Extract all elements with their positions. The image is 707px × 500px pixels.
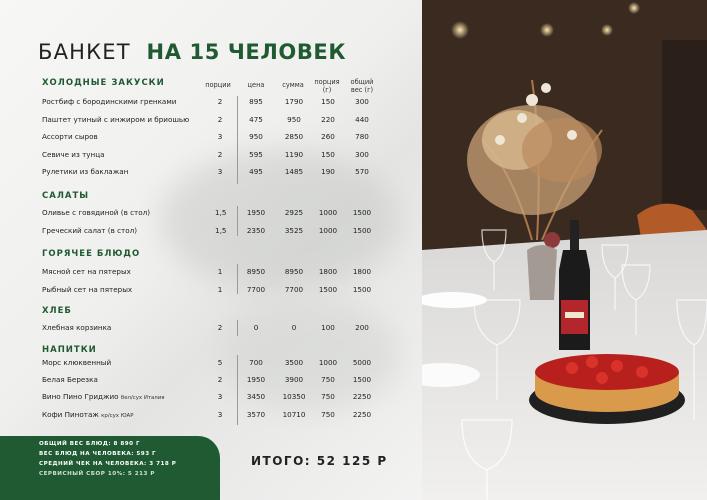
dish-qty: 3 bbox=[217, 392, 223, 402]
col-header-price: цена bbox=[247, 81, 265, 89]
dish-weight: 5000 bbox=[352, 358, 372, 367]
dish-name bbox=[42, 410, 133, 419]
dish-portion: 750 bbox=[321, 392, 335, 402]
dish-name-text: Рулетики из баклажан bbox=[42, 167, 129, 177]
dish-portion: 260 bbox=[321, 132, 335, 142]
dish-price: 895 bbox=[249, 97, 263, 106]
dish-name bbox=[42, 132, 98, 141]
dish-weight: 2250 bbox=[352, 409, 372, 419]
dish-price: 595 bbox=[249, 149, 263, 159]
dish-qty: 1 bbox=[217, 285, 223, 294]
dish-portion: 100 bbox=[321, 323, 335, 332]
dish-weight: 1500 bbox=[352, 225, 372, 235]
dish-price: 3570 bbox=[246, 409, 266, 419]
dish-sum: 1190 bbox=[284, 149, 304, 159]
dish-price: 950 bbox=[249, 132, 263, 142]
col-header-sum: сумма bbox=[282, 81, 304, 89]
dish-portion: 1500 bbox=[318, 285, 338, 294]
section-title-salads: САЛАТЫ bbox=[42, 191, 90, 201]
menu-row bbox=[42, 267, 382, 279]
dish-portion: 750 bbox=[321, 375, 335, 385]
dish-name bbox=[42, 392, 165, 401]
dish-name-text: Морс клюквенный bbox=[42, 358, 112, 367]
menu-row bbox=[42, 358, 382, 370]
banquet-photo-illustration bbox=[422, 0, 707, 500]
dish-name bbox=[42, 97, 176, 106]
dish-price: 7700 bbox=[246, 285, 266, 294]
dish-note: кр/сух ЮАР bbox=[101, 412, 134, 419]
dish-name-text: Паштет утиный с инжиром и бриошью bbox=[42, 114, 190, 124]
dish-weight: 2250 bbox=[352, 392, 372, 402]
dish-sum: 1485 bbox=[284, 167, 304, 177]
dish-sum: 10350 bbox=[282, 392, 306, 402]
menu-row bbox=[42, 115, 382, 127]
weight-per-person-line: ВЕС БЛЮД НА ЧЕЛОВЕКА: 593 Г bbox=[39, 451, 157, 457]
dish-note: бел/сух Италия bbox=[120, 395, 165, 402]
col-header-portion-g-line1: порция bbox=[314, 78, 340, 86]
title-accent: НА 15 ЧЕЛОВЕК bbox=[146, 40, 347, 64]
dish-weight: 570 bbox=[355, 167, 369, 177]
dish-sum: 0 bbox=[291, 323, 297, 332]
col-header-portions: порции bbox=[205, 81, 231, 89]
dish-weight: 780 bbox=[355, 132, 369, 142]
dish-name bbox=[42, 208, 150, 217]
dish-name-text: Ростбиф с бородинскими гренками bbox=[42, 97, 177, 106]
grand-total: ИТОГО: 52 125 Р bbox=[251, 454, 388, 468]
dish-sum: 3525 bbox=[284, 225, 304, 235]
total-weight-line: ОБЩИЙ ВЕС БЛЮД: 8 890 Г bbox=[39, 441, 141, 447]
dish-name-text: Оливье с говядиной (в стол) bbox=[42, 208, 151, 217]
menu-row bbox=[42, 167, 382, 179]
section-title-bread: ХЛЕБ bbox=[42, 306, 72, 316]
dish-portion: 1000 bbox=[318, 225, 338, 235]
dish-name bbox=[42, 115, 189, 124]
menu-row bbox=[42, 208, 382, 220]
dish-name-text: Хлебная корзинка bbox=[42, 323, 112, 332]
menu-row bbox=[42, 150, 382, 162]
dish-qty: 2 bbox=[217, 149, 223, 159]
dish-name bbox=[42, 226, 137, 235]
dish-price: 700 bbox=[249, 358, 263, 367]
dish-sum: 2925 bbox=[284, 208, 304, 217]
totals-box bbox=[0, 436, 220, 500]
dish-qty: 3 bbox=[217, 409, 223, 419]
dish-weight: 1500 bbox=[352, 375, 372, 385]
menu-row bbox=[42, 375, 382, 387]
dish-sum: 10710 bbox=[282, 409, 306, 419]
dish-name-text: Греческий салат (в стол) bbox=[42, 225, 138, 235]
dish-price: 0 bbox=[253, 323, 259, 332]
dish-portion: 150 bbox=[321, 149, 335, 159]
section-title-hot: ГОРЯЧЕЕ БЛЮДО bbox=[42, 249, 141, 259]
service-fee-line: СЕРВИСНЫЙ СБОР 10%: 5 213 Р bbox=[39, 471, 155, 477]
avg-check-line: СРЕДНИЙ ЧЕК НА ЧЕЛОВЕКА: 3 718 Р bbox=[39, 461, 177, 467]
dish-portion: 1800 bbox=[318, 267, 338, 276]
menu-row bbox=[42, 410, 382, 422]
dish-name-text: Белая Березка bbox=[42, 375, 98, 385]
dish-price: 3450 bbox=[246, 392, 266, 402]
dish-qty: 1,5 bbox=[215, 225, 227, 235]
dish-name-text: Кофи Пинотаж bbox=[42, 409, 99, 419]
ceiling-lamp bbox=[540, 23, 554, 37]
page-title bbox=[38, 40, 346, 64]
menu-row bbox=[42, 323, 382, 335]
dish-price: 1950 bbox=[246, 375, 266, 385]
dish-sum: 3900 bbox=[284, 375, 304, 385]
title-plain: БАНКЕТ bbox=[38, 40, 131, 64]
col-header-total-weight bbox=[344, 78, 380, 94]
dish-name bbox=[42, 375, 98, 384]
dish-weight: 1800 bbox=[352, 267, 372, 276]
dish-qty: 2 bbox=[217, 114, 223, 124]
dish-name bbox=[42, 167, 128, 176]
dish-sum: 8950 bbox=[284, 267, 304, 276]
dish-portion: 750 bbox=[321, 409, 335, 419]
dish-weight: 300 bbox=[355, 149, 369, 159]
dish-name-text: Рыбный сет на пятерых bbox=[42, 285, 133, 294]
dish-qty: 3 bbox=[217, 132, 223, 142]
dish-name bbox=[42, 358, 111, 367]
dish-price: 2350 bbox=[246, 225, 266, 235]
dish-name-text: Вино Пино Гриджио bbox=[42, 392, 119, 402]
menu-row bbox=[42, 392, 382, 404]
dish-price: 8950 bbox=[246, 267, 266, 276]
dish-name bbox=[42, 150, 105, 159]
menu-row bbox=[42, 226, 382, 238]
dish-weight: 440 bbox=[355, 114, 369, 124]
dish-qty: 1 bbox=[217, 267, 223, 276]
section-title-cold: ХОЛОДНЫЕ ЗАКУСКИ bbox=[42, 78, 165, 88]
ceiling-lamp bbox=[628, 2, 640, 14]
banquet-table-photo bbox=[422, 0, 707, 500]
doorway bbox=[662, 40, 707, 210]
dish-name-text: Ассорти сыров bbox=[42, 132, 98, 142]
dish-name bbox=[42, 323, 111, 332]
menu-row bbox=[42, 97, 382, 109]
col-header-portion-g-line2: (г) bbox=[322, 86, 332, 94]
dish-sum: 2850 bbox=[284, 132, 304, 142]
ceiling-lamp bbox=[451, 21, 469, 39]
dish-portion: 150 bbox=[321, 97, 335, 106]
menu-row bbox=[42, 285, 382, 297]
dish-name bbox=[42, 285, 132, 294]
dish-sum: 1790 bbox=[284, 97, 304, 106]
dish-sum: 950 bbox=[287, 114, 301, 124]
dish-price: 1950 bbox=[246, 208, 266, 217]
dish-qty: 2 bbox=[217, 375, 223, 385]
dish-sum: 3500 bbox=[284, 358, 304, 367]
dish-portion: 1000 bbox=[318, 208, 338, 217]
dish-price: 495 bbox=[249, 167, 263, 177]
dish-name-text: Мясной сет на пятерых bbox=[42, 267, 131, 276]
dish-name-text: Севиче из тунца bbox=[42, 149, 105, 159]
col-header-total-weight-line2: вес (г) bbox=[350, 86, 374, 94]
dish-weight: 200 bbox=[355, 323, 369, 332]
dish-sum: 7700 bbox=[284, 285, 304, 294]
dish-portion: 190 bbox=[321, 167, 335, 177]
dish-weight: 1500 bbox=[352, 208, 372, 217]
dish-name bbox=[42, 267, 131, 276]
dish-weight: 1500 bbox=[352, 285, 372, 294]
menu-row bbox=[42, 132, 382, 144]
dish-portion: 220 bbox=[321, 114, 335, 124]
dish-qty: 1,5 bbox=[215, 208, 227, 217]
strawberry-tart bbox=[529, 354, 685, 424]
dish-qty: 2 bbox=[217, 97, 223, 106]
dish-qty: 2 bbox=[217, 323, 223, 332]
dish-qty: 3 bbox=[217, 167, 223, 177]
dish-weight: 300 bbox=[355, 97, 369, 106]
ceiling-lamp bbox=[601, 24, 613, 36]
dish-portion: 1000 bbox=[318, 358, 338, 367]
dish-qty: 5 bbox=[217, 358, 223, 367]
section-title-drinks: НАПИТКИ bbox=[42, 345, 97, 355]
dish-price: 475 bbox=[249, 114, 263, 124]
col-header-portion-g bbox=[312, 78, 342, 94]
col-header-total-weight-line1: общий bbox=[350, 78, 374, 86]
